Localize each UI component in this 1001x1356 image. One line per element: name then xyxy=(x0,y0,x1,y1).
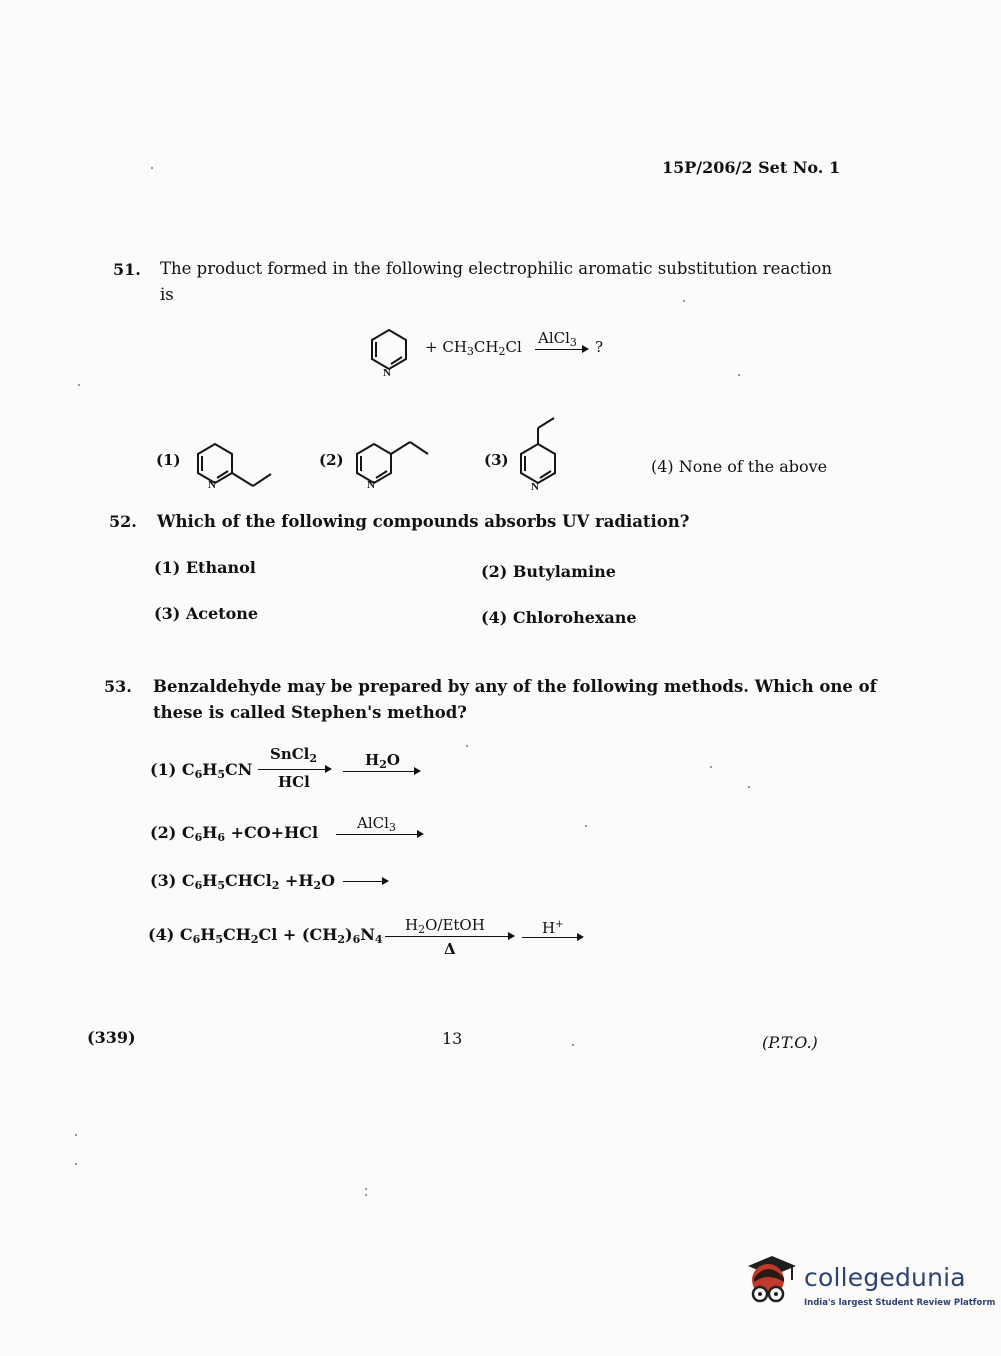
reaction-catalyst: AlCl$_3$ xyxy=(538,329,577,349)
pyridine-reactant-structure xyxy=(366,326,414,379)
q53-option-3: (3) $C_6H_5CHCl_2 +H_2O$ xyxy=(150,871,336,892)
ring-atom: N xyxy=(531,481,539,493)
q53-opt3-arrow xyxy=(343,881,387,882)
option-1-structure xyxy=(193,440,273,491)
q53-opt4-reagent-above: $H_2O$/EtOH xyxy=(405,916,485,936)
q52-option-2: (2) Butylamine xyxy=(481,562,616,581)
q53-opt1-reagent-above: SnCl$_2$ xyxy=(270,745,318,765)
question-51-text-line2: is xyxy=(160,285,174,304)
question-51-text: The product formed in the following electrophilic aromatic substitution reaction xyxy=(160,259,832,278)
q53-opt1-reagent2: $H_2O$ xyxy=(365,751,400,771)
question-number-51: 51. xyxy=(113,260,141,279)
q52-option-3: (3) Acetone xyxy=(154,604,259,623)
q53-opt4-reagent2: H+ xyxy=(542,919,564,937)
q53-option-1: (1) $C_6H_5CN$ xyxy=(150,760,253,781)
question-52-text: Which of the following compounds absorbs UV radiation? xyxy=(157,512,690,531)
q52-option-1: (1) Ethanol xyxy=(154,558,256,577)
reaction-product: ? xyxy=(595,338,604,356)
q53-opt1-reagent-below: HCl xyxy=(278,773,310,791)
q53-opt4-arrow1 xyxy=(385,936,513,937)
brand-name: collegedunia xyxy=(804,1263,966,1292)
collegedunia-logo-icon xyxy=(744,1250,800,1308)
reaction-reagent: + $CH_3CH_2Cl$ xyxy=(425,338,522,358)
question-number-53: 53. xyxy=(104,677,132,696)
q51-option-4: (4) None of the above xyxy=(651,457,828,476)
pto-note: (P.T.O.) xyxy=(762,1033,818,1052)
option-2-structure xyxy=(352,428,432,491)
option-3-structure xyxy=(516,414,564,492)
reaction-arrow xyxy=(535,349,587,350)
page-number: 13 xyxy=(442,1029,463,1048)
q53-opt4-arrow2 xyxy=(522,937,582,938)
ring-atom: N xyxy=(208,479,216,491)
ring-atom: N xyxy=(383,367,391,379)
brand-tagline: India's largest Student Review Platform xyxy=(804,1298,996,1308)
q53-opt4-reagent-below: Δ xyxy=(444,940,456,958)
ring-atom: N xyxy=(367,479,375,491)
question-53-text-line2: these is called Stephen's method? xyxy=(153,703,467,722)
q51-option-1-label: (1) xyxy=(156,451,181,469)
q53-opt1-arrow1 xyxy=(258,769,330,770)
q53-option-4: (4) $C_6H_5CH_2Cl + (CH_2)_6N_4$ xyxy=(148,925,383,946)
q53-opt2-arrow xyxy=(336,834,422,835)
q53-opt1-arrow2 xyxy=(343,771,419,772)
set-code: 15P/206/2 Set No. 1 xyxy=(662,158,841,177)
q51-option-2-label: (2) xyxy=(319,451,344,469)
question-number-52: 52. xyxy=(109,512,137,531)
q53-opt2-catalyst: AlCl$_3$ xyxy=(357,814,396,834)
q53-option-2: (2) $C_6H_6 +CO+HCl$ xyxy=(150,823,319,844)
q51-option-3-label: (3) xyxy=(484,451,509,469)
q52-option-4: (4) Chlorohexane xyxy=(481,608,637,627)
question-53-text: Benzaldehyde may be prepared by any of the following methods. Which one of xyxy=(153,677,877,696)
footer-code: (339) xyxy=(87,1028,136,1047)
